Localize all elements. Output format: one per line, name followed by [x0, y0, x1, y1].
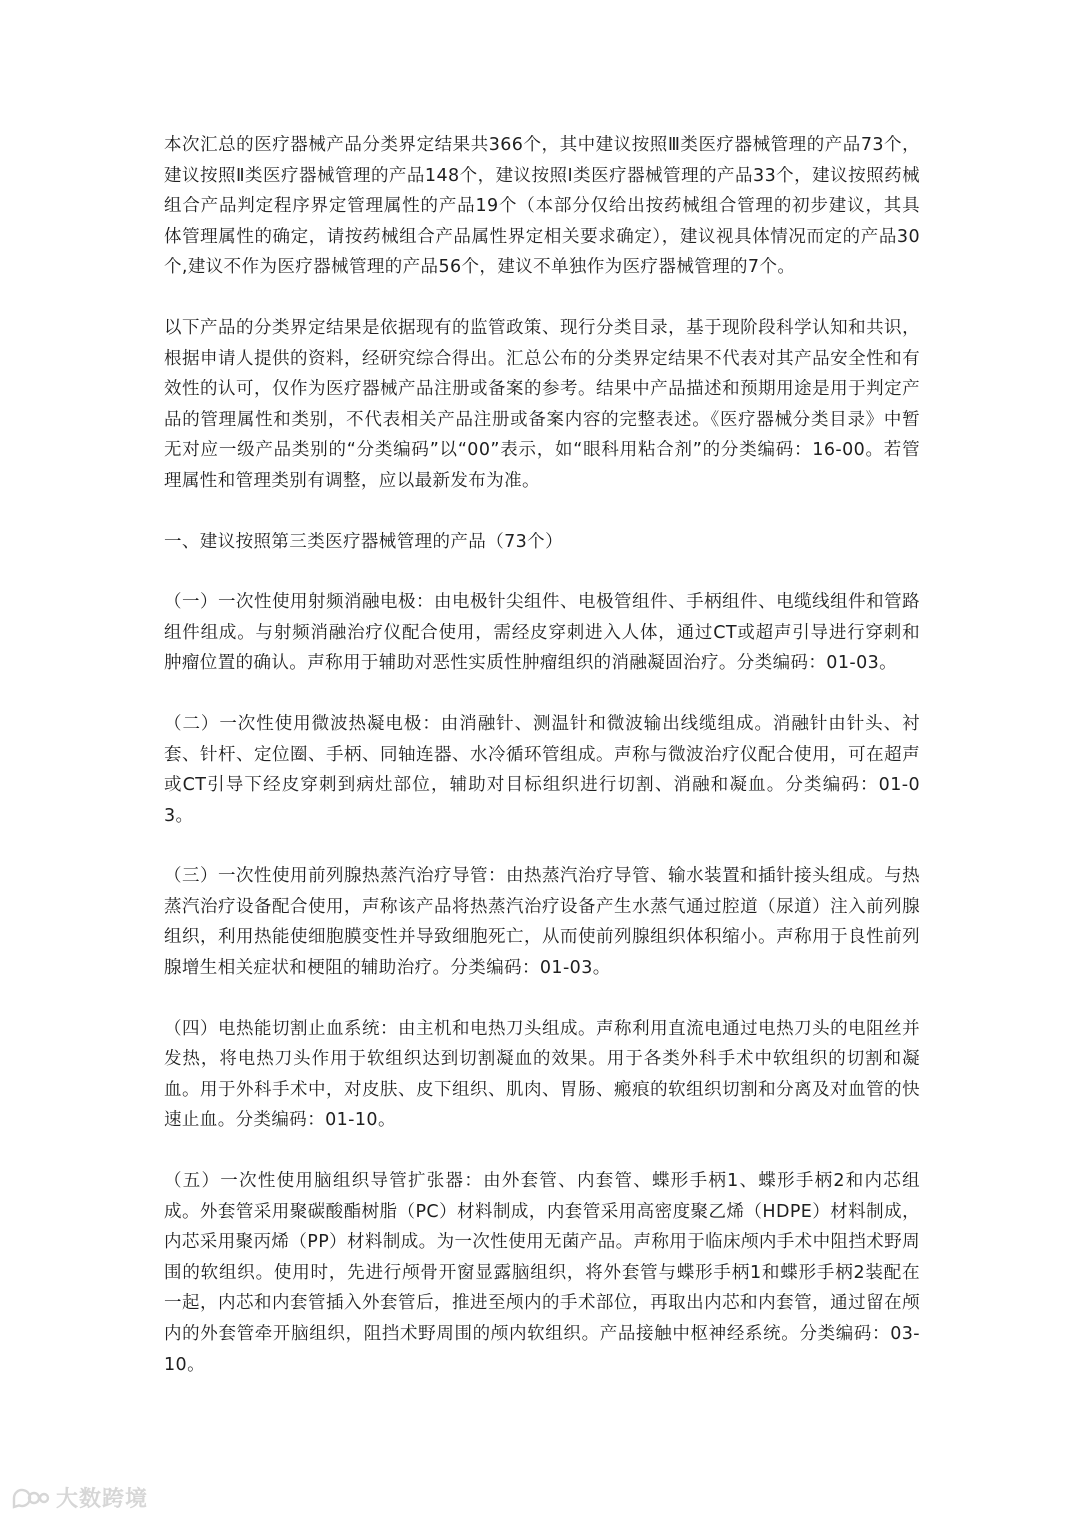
intro-paragraph: 本次汇总的医疗器械产品分类界定结果共366个，其中建议按照Ⅲ类医疗器械管理的产品73个，建议按照Ⅱ类医疗器械管理的产品148个，建议按照Ⅰ类医疗器械管理的产品33个，建议按照药械组合产品判定程序界定管理属性的产品19个（本部分仅给出按药械组合管理的初步建议，其具体管理属性的确定，请按药械组合产品属性界定相关要求确定），建议视具体情况而定的产品30个,建议不作为医疗器械管理的产品56个，建议不单独作为医疗器械管理的7个。: [164, 135, 920, 278]
paragraph-spacer: [164, 283, 920, 313]
product-item-5: （五）一次性使用脑组织导管扩张器：由外套管、内套管、蝶形手柄1、蝶形手柄2和内芯组成。外套管采用聚碳酸酯树脂（PC）材料制成，内套管采用高密度聚乙烯（HDPE）材料制成，内芯采用聚丙烯（PP）材料制成。为一次性使用无菌产品。声称用于临床颅内手术中阻挡术野周围的软组织。使用时，先进行颅骨开窗显露脑组织，将外套管与蝶形手柄1和蝶形手柄2装配在一起，内芯和内套管插入外套管后，推进至颅内的手术部位，再取出内芯和内套管，通过留在颅内的外套管牵开脑组织，阻挡术野周围的颅内软组织。产品接触中枢神经系统。分类编码：03-10。: [164, 1171, 920, 1375]
speech-bubble-logo-icon: [10, 1486, 50, 1510]
paragraph-spacer: [164, 1136, 920, 1166]
product-item-1: （一）一次性使用射频消融电极：由电极针尖组件、电极管组件、手柄组件、电缆线组件和管路组件组成。与射频消融治疗仪配合使用，需经皮穿刺进入人体，通过CT或超声引导进行穿刺和肿瘤位置的确认。声称用于辅助对恶性实质性肿瘤组织的消融凝固治疗。分类编码：01-03。: [164, 592, 920, 674]
paragraph-spacer: [164, 679, 920, 709]
watermark-text: 大数跨境: [56, 1487, 149, 1512]
document-body: [164, 130, 920, 1380]
product-item-4: （四）电热能切割止血系统：由主机和电热刀头组成。声称利用直流电通过电热刀头的电阻丝并发热，将电热刀头作用于软组织达到切割凝血的效果。用于各类外科手术中软组织的切割和凝血。用于外科手术中，对皮肤、皮下组织、肌肉、胃肠、瘢痕的软组织切割和分离及对血管的快速止血。分类编码：01-10。: [164, 1018, 920, 1131]
paragraph-spacer: [164, 557, 920, 587]
paragraph-spacer: [164, 831, 920, 861]
watermark: [10, 1482, 148, 1513]
paragraph-spacer: [164, 984, 920, 1014]
notice-paragraph: 以下产品的分类界定结果是依据现有的监管政策、现行分类目录，基于现阶段科学认知和共识，根据申请人提供的资料，经研究综合得出。汇总公布的分类界定结果不代表对其产品安全性和有效性的认可，仅作为医疗器械产品注册或备案的参考。结果中产品描述和预期用途是用于判定产品的管理属性和类别，不代表相关产品注册或备案内容的完整表述。《医疗器械分类目录》中暂无对应一级产品类别的“分类编码”以“00”表示，如“眼科用粘合剂”的分类编码：16-00。若管理属性和管理类别有调整，应以最新发布为准。: [164, 317, 920, 491]
product-item-3: （三）一次性使用前列腺热蒸汽治疗导管：由热蒸汽治疗导管、输水装置和插针接头组成。与热蒸汽治疗设备配合使用，声称该产品将热蒸汽治疗设备产生水蒸气通过腔道（尿道）注入前列腺组织，利用热能使细胞膜变性并导致细胞死亡，从而使前列腺组织体积缩小。声称用于良性前列腺增生相关症状和梗阻的辅助治疗。分类编码：01-03。: [164, 866, 920, 979]
paragraph-spacer: [164, 497, 920, 527]
product-item-2: （二）一次性使用微波热凝电极：由消融针、测温针和微波输出线缆组成。消融针由针头、衬套、针杆、定位圈、手柄、同轴连器、水冷循环管组成。声称与微波治疗仪配合使用，可在超声或CT引导下经皮穿刺到病灶部位，辅助对目标组织进行切割、消融和凝血。分类编码：01-03。: [164, 713, 920, 826]
section-heading: 一、建议按照第三类医疗器械管理的产品（73个）: [164, 531, 563, 552]
